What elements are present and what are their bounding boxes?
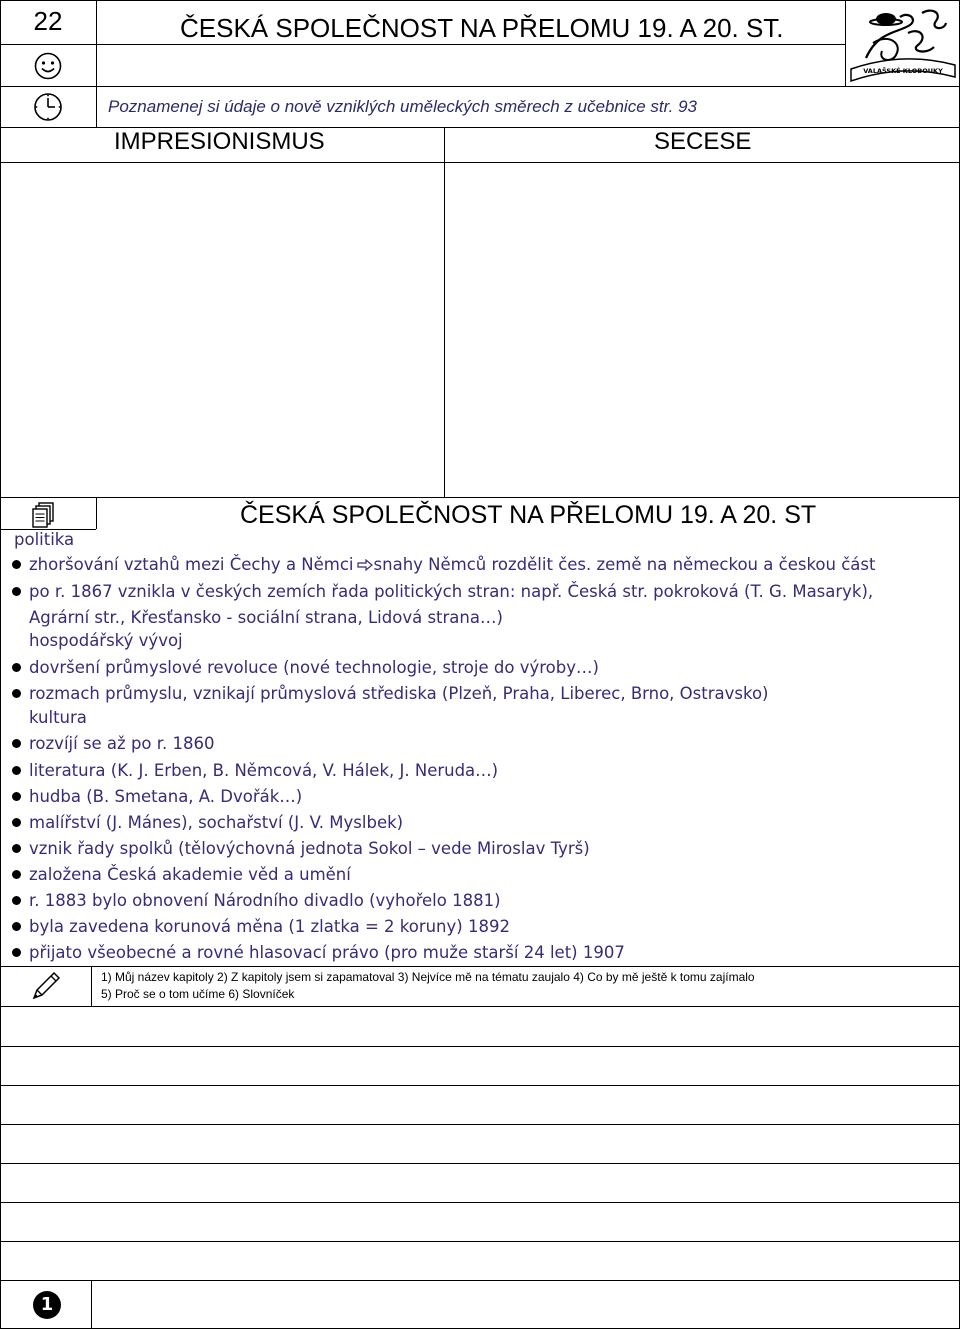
section-title: ČESKÁ SPOLEČNOST NA PŘELOMU 19. A 20. ST [240, 501, 817, 529]
bullet [12, 587, 21, 596]
politika-heading: politika [14, 530, 75, 549]
kultura-item-text: r. 1883 bylo obnovení Národního divadlo (vyhořelo 1881) [29, 891, 501, 910]
kultura-item [12, 917, 510, 936]
reflection-icon-divider [91, 966, 92, 1006]
writing-field[interactable] [1, 1242, 959, 1280]
politika-item-1 [12, 555, 875, 574]
logo-text: VALAŠSKÉ KLOBOUKY [863, 67, 943, 75]
writing-field[interactable] [1, 1125, 959, 1163]
writing-field[interactable] [1, 1007, 959, 1046]
page-badge: 1 [33, 1291, 61, 1319]
kultura-item [12, 761, 498, 780]
bullet [12, 870, 21, 879]
footer-writing-field[interactable] [92, 1281, 959, 1328]
impresionismus-notes-area[interactable] [0, 163, 444, 497]
bullet [12, 948, 21, 957]
bullet [12, 766, 21, 775]
header-divider-2 [0, 86, 845, 87]
bullet [12, 896, 21, 905]
header-divider-1 [0, 44, 845, 45]
bullet [12, 844, 21, 853]
kultura-item-text: malířství (J. Mánes), sochařství (J. V. Myslbek) [29, 813, 404, 832]
writing-field[interactable] [1, 1086, 959, 1124]
kultura-item [12, 839, 590, 858]
bullet [12, 739, 21, 748]
header-col-divider [96, 0, 97, 127]
hospodarsky-item-text: dovršení průmyslové revoluce (nové technologie, stroje do výroby…) [29, 658, 599, 677]
hospodarsky-item [12, 658, 599, 677]
school-logo [848, 3, 958, 83]
hospodarsky-item-text: rozmach průmyslu, vznikají průmyslová střediska (Plzeň, Praha, Liberec, Brno, Ostravsko) [29, 684, 769, 703]
bullet [12, 818, 21, 827]
bullet [12, 922, 21, 931]
page-number: 22 [33, 6, 63, 36]
bullet [12, 792, 21, 801]
kultura-item-text: vznik řady spolků (tělovýchovná jednota Sokol – vede Miroslav Tyrš) [29, 839, 590, 858]
bullet [12, 663, 21, 672]
reflection-prompts-line-1: 1) Můj název kapitoly 2) Z kapitoly jsem si zapamatoval 3) Nejvíce mě na tématu zaujalo 4) Co by mě ještě k tomu zajímalo [101, 970, 755, 984]
writing-field[interactable] [1, 1047, 959, 1085]
kultura-item [12, 891, 501, 910]
clock-icon [33, 92, 63, 122]
logo-box-left [845, 0, 846, 86]
politika-item-2-line-1: po r. 1867 vznikla v českých zemích řada politických stran: např. Česká str. pokroková (T. G. Masaryk), [29, 582, 874, 601]
kultura-item [12, 734, 215, 753]
page-title: ČESKÁ SPOLEČNOST NA PŘELOMU 19. A 20. ST. [180, 13, 784, 43]
politika-item-1-a: zhoršování vztahů mezi Čechy a Němci [29, 555, 354, 574]
kultura-heading: kultura [29, 708, 87, 727]
reflection-prompts-line-2: 5) Proč se o tom učíme 6) Slovníček [101, 987, 295, 1001]
bullet [12, 560, 21, 569]
kultura-item [12, 865, 351, 884]
column-heading-impresionismus: IMPRESIONISMUS [114, 128, 325, 155]
instruction-text: Poznamenej si údaje o nově vzniklých uměleckých směrech z učebnice str. 93 [108, 97, 697, 116]
writing-field[interactable] [1, 1203, 959, 1241]
reflection-top-border [0, 966, 960, 967]
kultura-item-text: byla zavedena korunová měna (1 zlatka = 2 koruny) 1892 [29, 917, 510, 936]
arrow-right-icon [357, 559, 373, 571]
politika-item-2-line-2: Agrární str., Křesťansko - sociální strana, Lidová strana…) [29, 608, 503, 627]
section-icon-box-right [96, 497, 97, 529]
smiley-icon [34, 52, 62, 80]
kultura-item-text: rozvíjí se až po r. 1860 [29, 734, 215, 753]
notes-stack-icon [30, 502, 60, 528]
logo-box-bottom [845, 86, 960, 87]
hospodarsky-heading: hospodářský vývoj [29, 631, 183, 650]
section-top-border [0, 497, 960, 498]
kultura-item-text: hudba (B. Smetana, A. Dvořák…) [29, 787, 303, 806]
secese-notes-area[interactable] [445, 163, 959, 497]
politika-item-2 [12, 582, 873, 601]
politika-item-1-b: snahy Němců rozdělit čes. země na německou a českou část [373, 555, 876, 574]
kultura-item [12, 943, 625, 962]
kultura-item-text: literatura (K. J. Erben, B. Němcová, V. Hálek, J. Neruda…) [29, 761, 499, 780]
writing-field[interactable] [1, 1164, 959, 1202]
pencil-icon [28, 970, 62, 1002]
kultura-item-text: přijato všeobecné a rovné hlasovací právo (pro muže starší 24 let) 1907 [29, 943, 625, 962]
hospodarsky-item [12, 684, 768, 703]
kultura-item-text: založena Česká akademie věd a umění [29, 865, 351, 884]
column-heading-secese: SECESE [654, 128, 752, 155]
kultura-item [12, 787, 302, 806]
bullet [12, 689, 21, 698]
top-border [0, 0, 960, 1]
kultura-item [12, 813, 403, 832]
